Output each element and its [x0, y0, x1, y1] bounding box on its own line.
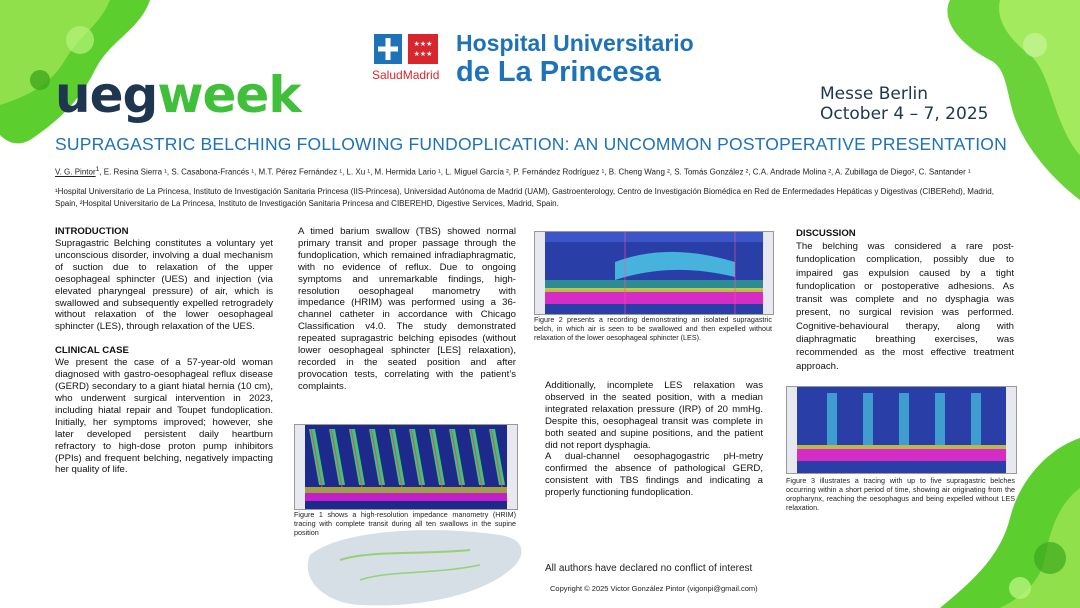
irp-text: Additionally, incomplete LES relaxation was observed in the seated position, with a median integrated relaxation pressure (IRP) of 20 mmHg. Despite this, oesophageal transit was complete in both seated and supine positions, and the patient did not report dysphagia.	[545, 380, 763, 451]
figure-3-belches-tracing	[786, 386, 1017, 474]
column-intro-case	[55, 226, 273, 476]
intro-heading: INTRODUCTION	[55, 226, 129, 237]
affiliations: ¹Hospital Universitario de La Princesa, Instituto de Investigación Sanitaria Princesa (IIS-Princesa), Universidad Autónoma de Madrid (UAM), Gastroenterology, Centro de Investigación Biomédica en Red de Enfermedades Hepáticas y Digestivas (CIBERehd), Madrid, Spain, ²Hospital Universitario de La Princesa, Instituto de Investigación Sanitaria Princesa and CIBEREHD, Digestive Services, Madrid, Spain.	[55, 187, 994, 208]
column-tbs	[298, 226, 516, 393]
case-heading: CLINICAL CASE	[55, 345, 129, 357]
case-text: We present the case of a 57-year-old woman diagnosed with gastro-oesophageal reflux disease (GERD) secondary to a giant hiatal hernia (10 cm), who underwent surgical intervention in 2023, including hiatal repair and Toupet fundoplication. Initially, her symptoms improved; however, she later developed persistent daily heartburn refractory to high-dose proton pump inhibitors (PPIs) and frequent belching, negatively impacting her quality of life.	[55, 357, 273, 476]
discussion-text: The belching was considered a rare post-fundoplication complication, possibly due to impaired gas expulsion caused by a tight fundoplication or postoperative adhesions. As transit was complete and no dysphagia was present, no surgical revision was performed. Cognitive-behavioural therapy, along with diaphragmatic breathing exercises, was recommended as the most effective treatment approach.	[796, 241, 1014, 372]
ph-metry-text: A dual-channel oesophagogastric pH-metry confirmed the absence of pathological GERD, consistent with TBS findings and indicating a properly functioning fundoplication.	[545, 451, 763, 499]
figure-2-caption: Figure 2 presents a recording demonstrating an isolated supragastric belch, in which air is seen to be swallowed and then expelled without relaxation of the lower oesophageal sphincter (LES).	[534, 315, 772, 342]
figure-3-caption: Figure 3 illustrates a tracing with up to five supragastric belches occurring within a short period of time, showing air originating from the oropharynx, reaching the oesophagus and being expelled without LES relaxation.	[786, 476, 1015, 512]
event-info	[820, 84, 988, 124]
figure-1-hrim-tracing	[294, 424, 518, 510]
event-dates: October 4 – 7, 2025	[820, 104, 989, 124]
figure-1-caption: Figure 1 shows a high-resolution impedance manometry (HRIM) tracing with complete transit during all ten swallows in the supine position	[294, 510, 516, 537]
belch-band	[935, 393, 945, 445]
svg-text:★★★: ★★★	[413, 40, 433, 48]
conflict-of-interest: All authors have declared no conflict of interest	[545, 563, 753, 574]
poster-title: SUPRAGASTRIC BELCHING FOLLOWING FUNDOPLICATION: AN UNCOMMON POSTOPERATIVE PRESENTATION	[55, 134, 1007, 154]
discussion-heading: DISCUSSION	[796, 228, 856, 239]
salud-madrid-label: SaludMadrid	[372, 68, 440, 82]
liver-illustration-icon	[300, 525, 530, 608]
other-authors: , E. Resina Sierra ¹, S. Casabona-Francés ¹, M.T. Pérez Fernández ¹, L. Xu ¹, M. Hermida Lario ¹, L. Miguel García ², P. Fernández Rodríguez ¹, B. Cheng Wang ², S. Tomás González ², C.A. Andrade Molina ², A. Zubillaga de Diego², C. Santander ¹	[99, 167, 971, 177]
belch-band	[863, 393, 873, 445]
belch-band	[971, 393, 981, 445]
author-list: V. G. Pintor$^1$, E. Resina Sierra ¹, S. Casabona-Francés ¹, M.T. Pérez Fernández ¹, L. Xu ¹, M. Hermida Lario ¹, L. Miguel García ², P. Fernández Rodríguez ¹, B. Cheng Wang ², S. Tomás González ², C.A. Andrade Molina ², A. Zubillaga de Diego², C. Santander ¹	[55, 166, 971, 177]
column-discussion	[796, 228, 1014, 373]
event-venue: Messe Berlin	[820, 84, 929, 104]
hospital-name: Hospital Universitario de La Princesa	[456, 30, 694, 88]
belch-band	[899, 393, 909, 445]
copyright: Copyright © 2025 Victor González Pintor (vigonpi@gmail.com)	[550, 584, 758, 593]
figure-2-belch-tracing	[534, 231, 774, 315]
tbs-text: A timed barium swallow (TBS) showed normal primary transit and proper passage through the fundoplication, which remained infradiaphragmatic, with no evidence of reflux. Due to ongoing symptoms and unremarkable findings, high-resolution oesophageal manometry with impedance (HRIM) was performed using a 36-channel catheter in accordance with Chicago Classification v4.0. The study demonstrated repeated supragastric belching episodes (without lower oesophageal sphincter [LES] relaxation), recorded in the seated position and after provocation tests, correlating with the patient’s complaints.	[298, 226, 516, 392]
ueg-week-logo: uegweek	[55, 66, 301, 124]
column-irp	[545, 380, 763, 499]
intro-text: Supragastric Belching constitutes a voluntary yet unconscious disorder, involving a dual mechanism of suction due to relaxation of the upper oesophageal sphincter (UES) and injection (via elevated pharyngeal pressure) of air, which is swallowed and subsequently expelled retrogradely without relaxation of the lower oesophageal sphincter (LES), through relaxation of the UES.	[55, 238, 273, 333]
svg-text:★★★: ★★★	[413, 50, 433, 58]
first-author: V. G. Pintor	[55, 167, 96, 177]
belch-band	[827, 393, 837, 445]
